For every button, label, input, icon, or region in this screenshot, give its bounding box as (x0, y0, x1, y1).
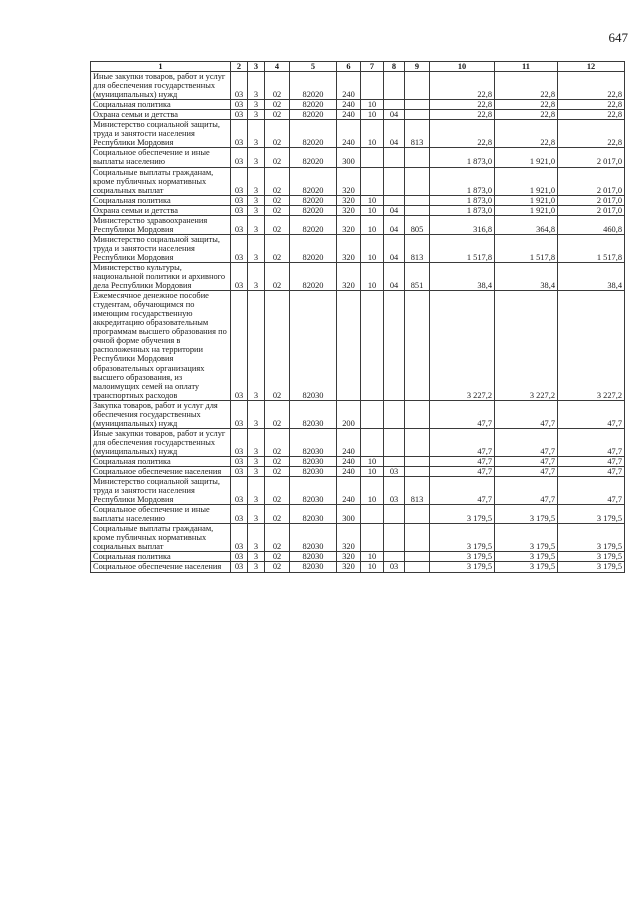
amount-cell: 22,8 (430, 72, 495, 100)
code-cell: 82030 (290, 456, 337, 466)
code-cell (384, 195, 405, 205)
table-row (91, 562, 625, 572)
amount-cell: 47,7 (558, 477, 625, 505)
amount-cell: 3 179,5 (495, 524, 558, 552)
code-cell: 02 (265, 205, 290, 215)
code-cell (405, 552, 430, 562)
amount-cell: 22,8 (495, 120, 558, 148)
amount-cell: 22,8 (495, 72, 558, 100)
code-cell (384, 428, 405, 456)
code-cell: 240 (337, 72, 361, 100)
code-cell: 3 (248, 524, 265, 552)
amount-cell: 364,8 (495, 215, 558, 234)
line-item-name: Социальные выплаты гражданам, кроме публичных нормативных социальных выплат (91, 167, 231, 195)
table-row (91, 215, 625, 234)
amount-cell: 1 921,0 (495, 195, 558, 205)
table-row (91, 234, 625, 262)
column-header: 11 (495, 62, 558, 72)
code-cell: 04 (384, 110, 405, 120)
code-cell: 03 (231, 205, 248, 215)
code-cell: 02 (265, 262, 290, 290)
code-cell: 82020 (290, 167, 337, 195)
amount-cell: 47,7 (558, 467, 625, 477)
code-cell: 10 (361, 205, 384, 215)
code-cell: 3 (248, 100, 265, 110)
code-cell: 10 (361, 562, 384, 572)
code-cell: 03 (231, 400, 248, 428)
code-cell: 3 (248, 456, 265, 466)
code-cell: 3 (248, 205, 265, 215)
line-item-name: Социальное обеспечение населения (91, 562, 231, 572)
code-cell (405, 467, 430, 477)
amount-cell: 47,7 (495, 456, 558, 466)
amount-cell: 1 517,8 (558, 234, 625, 262)
code-cell: 3 (248, 72, 265, 100)
code-cell: 03 (231, 291, 248, 401)
code-cell: 82030 (290, 467, 337, 477)
code-cell: 3 (248, 505, 265, 524)
code-cell: 851 (405, 262, 430, 290)
column-header: 2 (231, 62, 248, 72)
code-cell: 300 (337, 148, 361, 167)
code-cell (384, 400, 405, 428)
column-header: 6 (337, 62, 361, 72)
code-cell: 3 (248, 291, 265, 401)
code-cell: 82020 (290, 195, 337, 205)
code-cell: 03 (231, 110, 248, 120)
code-cell: 02 (265, 148, 290, 167)
line-item-name: Социальные выплаты гражданам, кроме публичных нормативных социальных выплат (91, 524, 231, 552)
code-cell: 04 (384, 262, 405, 290)
column-header: 10 (430, 62, 495, 72)
code-cell (361, 291, 384, 401)
code-cell: 03 (231, 524, 248, 552)
amount-cell: 22,8 (558, 120, 625, 148)
code-cell: 82020 (290, 100, 337, 110)
code-cell: 3 (248, 195, 265, 205)
amount-cell: 2 017,0 (558, 205, 625, 215)
column-header: 7 (361, 62, 384, 72)
code-cell (405, 505, 430, 524)
code-cell: 03 (231, 72, 248, 100)
code-cell (384, 72, 405, 100)
amount-cell: 3 227,2 (495, 291, 558, 401)
column-header: 1 (91, 62, 231, 72)
column-header: 9 (405, 62, 430, 72)
code-cell: 02 (265, 291, 290, 401)
code-cell: 03 (231, 167, 248, 195)
table-row (91, 400, 625, 428)
code-cell (405, 456, 430, 466)
code-cell: 04 (384, 215, 405, 234)
code-cell: 240 (337, 467, 361, 477)
amount-cell: 1 921,0 (495, 205, 558, 215)
code-cell: 02 (265, 505, 290, 524)
code-cell: 03 (231, 456, 248, 466)
code-cell: 813 (405, 120, 430, 148)
code-cell (405, 110, 430, 120)
table-row (91, 167, 625, 195)
line-item-name: Социальная политика (91, 100, 231, 110)
code-cell: 82020 (290, 72, 337, 100)
code-cell: 10 (361, 110, 384, 120)
code-cell (361, 148, 384, 167)
code-cell: 03 (231, 148, 248, 167)
amount-cell: 1 873,0 (430, 195, 495, 205)
code-cell (384, 552, 405, 562)
code-cell: 03 (384, 562, 405, 572)
amount-cell: 47,7 (430, 467, 495, 477)
amount-cell: 47,7 (558, 400, 625, 428)
amount-cell: 2 017,0 (558, 167, 625, 195)
code-cell: 3 (248, 148, 265, 167)
line-item-name: Социальное обеспечение и иные выплаты населению (91, 148, 231, 167)
table-row (91, 148, 625, 167)
table-row (91, 205, 625, 215)
code-cell: 10 (361, 552, 384, 562)
code-cell (361, 428, 384, 456)
code-cell: 3 (248, 110, 265, 120)
code-cell (384, 167, 405, 195)
code-cell: 82020 (290, 215, 337, 234)
code-cell: 82030 (290, 400, 337, 428)
code-cell: 04 (384, 234, 405, 262)
code-cell: 82020 (290, 110, 337, 120)
table-row (91, 505, 625, 524)
line-item-name: Социальная политика (91, 552, 231, 562)
line-item-name: Министерство социальной защиты, труда и занятости населения Республики Мордовия (91, 234, 231, 262)
line-item-name: Министерство социальной защиты, труда и занятости населения Республики Мордовия (91, 477, 231, 505)
code-cell: 320 (337, 262, 361, 290)
amount-cell: 22,8 (430, 100, 495, 110)
code-cell: 240 (337, 456, 361, 466)
column-header: 3 (248, 62, 265, 72)
code-cell: 10 (361, 467, 384, 477)
amount-cell: 3 227,2 (430, 291, 495, 401)
code-cell: 82020 (290, 120, 337, 148)
code-cell: 02 (265, 120, 290, 148)
code-cell (405, 72, 430, 100)
code-cell: 813 (405, 477, 430, 505)
code-cell: 02 (265, 167, 290, 195)
amount-cell: 1 873,0 (430, 205, 495, 215)
code-cell (384, 456, 405, 466)
code-cell: 02 (265, 562, 290, 572)
code-cell: 82030 (290, 291, 337, 401)
table-row (91, 72, 625, 100)
table-row (91, 456, 625, 466)
line-item-name: Министерство социальной защиты, труда и занятости населения Республики Мордовия (91, 120, 231, 148)
code-cell (405, 167, 430, 195)
table-row (91, 291, 625, 401)
code-cell: 03 (231, 195, 248, 205)
code-cell: 3 (248, 467, 265, 477)
budget-table (90, 61, 625, 573)
amount-cell: 3 179,5 (558, 505, 625, 524)
line-item-name: Социальная политика (91, 195, 231, 205)
header-row (91, 62, 625, 72)
code-cell: 03 (231, 467, 248, 477)
code-cell: 82020 (290, 234, 337, 262)
line-item-name: Министерство здравоохранения Республики Мордовия (91, 215, 231, 234)
line-item-name: Ежемесячное денежное пособие студентам, обучающимся по имеющим государственную аккредитацию образовательным программам высшего образования по очной форме обучения в расположенных на территории Республики Мордовия образовательных организациях высшего образования, из малоимущих семей на оплату транспортных расходов (91, 291, 231, 401)
code-cell: 3 (248, 234, 265, 262)
amount-cell: 460,8 (558, 215, 625, 234)
code-cell: 02 (265, 215, 290, 234)
amount-cell: 1 921,0 (495, 148, 558, 167)
code-cell: 03 (231, 505, 248, 524)
amount-cell: 47,7 (495, 400, 558, 428)
code-cell: 320 (337, 524, 361, 552)
code-cell: 3 (248, 428, 265, 456)
amount-cell: 1 517,8 (495, 234, 558, 262)
code-cell: 82030 (290, 505, 337, 524)
code-cell (405, 291, 430, 401)
amount-cell: 47,7 (430, 400, 495, 428)
code-cell (384, 505, 405, 524)
amount-cell: 47,7 (495, 467, 558, 477)
code-cell (405, 400, 430, 428)
column-header: 8 (384, 62, 405, 72)
code-cell: 10 (361, 477, 384, 505)
table-body (91, 72, 625, 572)
code-cell: 03 (231, 552, 248, 562)
code-cell: 200 (337, 400, 361, 428)
code-cell (337, 291, 361, 401)
table-row (91, 110, 625, 120)
amount-cell: 47,7 (558, 456, 625, 466)
code-cell: 02 (265, 428, 290, 456)
table-row (91, 467, 625, 477)
line-item-name: Социальное обеспечение населения (91, 467, 231, 477)
amount-cell: 22,8 (495, 100, 558, 110)
code-cell (361, 72, 384, 100)
code-cell: 02 (265, 100, 290, 110)
code-cell: 03 (231, 428, 248, 456)
code-cell: 03 (231, 100, 248, 110)
amount-cell: 3 179,5 (558, 524, 625, 552)
code-cell (384, 148, 405, 167)
code-cell: 10 (361, 234, 384, 262)
table-row (91, 120, 625, 148)
code-cell: 320 (337, 552, 361, 562)
code-cell (405, 428, 430, 456)
table-row (91, 428, 625, 456)
page-number: 647 (608, 30, 628, 45)
amount-cell: 3 179,5 (430, 505, 495, 524)
table-row (91, 524, 625, 552)
code-cell (361, 505, 384, 524)
amount-cell: 22,8 (430, 110, 495, 120)
amount-cell: 1 921,0 (495, 167, 558, 195)
table-row (91, 100, 625, 110)
amount-cell: 47,7 (558, 428, 625, 456)
code-cell: 300 (337, 505, 361, 524)
amount-cell: 3 179,5 (430, 562, 495, 572)
code-cell: 82030 (290, 552, 337, 562)
code-cell: 03 (231, 262, 248, 290)
code-cell: 10 (361, 456, 384, 466)
code-cell: 02 (265, 234, 290, 262)
code-cell: 3 (248, 215, 265, 234)
column-header: 5 (290, 62, 337, 72)
line-item-name: Иные закупки товаров, работ и услуг для обеспечения государственных (муниципальных) нужд (91, 428, 231, 456)
code-cell: 02 (265, 524, 290, 552)
column-header: 4 (265, 62, 290, 72)
amount-cell: 2 017,0 (558, 195, 625, 205)
amount-cell: 3 179,5 (495, 562, 558, 572)
amount-cell: 22,8 (558, 110, 625, 120)
code-cell: 10 (361, 100, 384, 110)
table-row (91, 477, 625, 505)
code-cell: 02 (265, 552, 290, 562)
code-cell: 82030 (290, 428, 337, 456)
code-cell: 04 (384, 205, 405, 215)
code-cell: 3 (248, 120, 265, 148)
code-cell: 10 (361, 120, 384, 148)
code-cell: 02 (265, 467, 290, 477)
code-cell: 03 (231, 562, 248, 572)
amount-cell: 47,7 (495, 428, 558, 456)
code-cell: 82030 (290, 524, 337, 552)
code-cell (384, 524, 405, 552)
code-cell (405, 524, 430, 552)
amount-cell: 47,7 (430, 456, 495, 466)
table-row (91, 195, 625, 205)
table-row (91, 262, 625, 290)
code-cell: 03 (231, 234, 248, 262)
amount-cell: 2 017,0 (558, 148, 625, 167)
amount-cell: 38,4 (495, 262, 558, 290)
amount-cell: 38,4 (558, 262, 625, 290)
code-cell: 10 (361, 215, 384, 234)
code-cell: 10 (361, 262, 384, 290)
code-cell: 240 (337, 100, 361, 110)
code-cell (361, 167, 384, 195)
code-cell: 82020 (290, 148, 337, 167)
code-cell: 02 (265, 110, 290, 120)
code-cell: 240 (337, 110, 361, 120)
code-cell (361, 400, 384, 428)
code-cell: 240 (337, 428, 361, 456)
code-cell: 82030 (290, 562, 337, 572)
code-cell: 3 (248, 552, 265, 562)
amount-cell: 3 179,5 (430, 524, 495, 552)
code-cell: 3 (248, 400, 265, 428)
amount-cell: 47,7 (430, 477, 495, 505)
code-cell: 02 (265, 72, 290, 100)
code-cell: 03 (384, 467, 405, 477)
code-cell (384, 100, 405, 110)
code-cell: 3 (248, 477, 265, 505)
amount-cell: 1 873,0 (430, 167, 495, 195)
amount-cell: 3 179,5 (558, 552, 625, 562)
amount-cell: 3 179,5 (558, 562, 625, 572)
amount-cell: 3 179,5 (495, 552, 558, 562)
code-cell: 320 (337, 205, 361, 215)
column-header: 12 (558, 62, 625, 72)
code-cell: 320 (337, 195, 361, 205)
code-cell (405, 195, 430, 205)
code-cell (405, 148, 430, 167)
line-item-name: Иные закупки товаров, работ и услуг для обеспечения государственных (муниципальных) нужд (91, 72, 231, 100)
line-item-name: Министерство культуры, национальной политики и архивного дела Республики Мордовия (91, 262, 231, 290)
line-item-name: Охрана семьи и детства (91, 110, 231, 120)
amount-cell: 47,7 (430, 428, 495, 456)
table-row (91, 552, 625, 562)
code-cell: 03 (384, 477, 405, 505)
amount-cell: 38,4 (430, 262, 495, 290)
amount-cell: 3 227,2 (558, 291, 625, 401)
code-cell: 3 (248, 167, 265, 195)
code-cell: 3 (248, 262, 265, 290)
code-cell: 82030 (290, 477, 337, 505)
line-item-name: Социальное обеспечение и иные выплаты населению (91, 505, 231, 524)
amount-cell: 3 179,5 (495, 505, 558, 524)
code-cell (405, 100, 430, 110)
code-cell: 04 (384, 120, 405, 148)
line-item-name: Закупка товаров, работ и услуг для обеспечения государственных (муниципальных) нужд (91, 400, 231, 428)
code-cell: 02 (265, 195, 290, 205)
code-cell: 320 (337, 234, 361, 262)
code-cell (405, 562, 430, 572)
code-cell: 240 (337, 477, 361, 505)
amount-cell: 22,8 (558, 72, 625, 100)
code-cell: 02 (265, 456, 290, 466)
amount-cell: 22,8 (558, 100, 625, 110)
code-cell: 82020 (290, 262, 337, 290)
amount-cell: 316,8 (430, 215, 495, 234)
line-item-name: Социальная политика (91, 456, 231, 466)
code-cell: 320 (337, 167, 361, 195)
code-cell: 02 (265, 477, 290, 505)
code-cell: 10 (361, 195, 384, 205)
code-cell: 03 (231, 477, 248, 505)
code-cell: 813 (405, 234, 430, 262)
code-cell: 03 (231, 215, 248, 234)
amount-cell: 47,7 (495, 477, 558, 505)
code-cell: 82020 (290, 205, 337, 215)
code-cell (361, 524, 384, 552)
code-cell: 240 (337, 120, 361, 148)
code-cell: 3 (248, 562, 265, 572)
amount-cell: 1 517,8 (430, 234, 495, 262)
code-cell (405, 205, 430, 215)
code-cell: 320 (337, 562, 361, 572)
code-cell: 320 (337, 215, 361, 234)
line-item-name: Охрана семьи и детства (91, 205, 231, 215)
amount-cell: 3 179,5 (430, 552, 495, 562)
code-cell: 03 (231, 120, 248, 148)
code-cell: 02 (265, 400, 290, 428)
amount-cell: 22,8 (495, 110, 558, 120)
amount-cell: 1 873,0 (430, 148, 495, 167)
amount-cell: 22,8 (430, 120, 495, 148)
code-cell (384, 291, 405, 401)
code-cell: 805 (405, 215, 430, 234)
